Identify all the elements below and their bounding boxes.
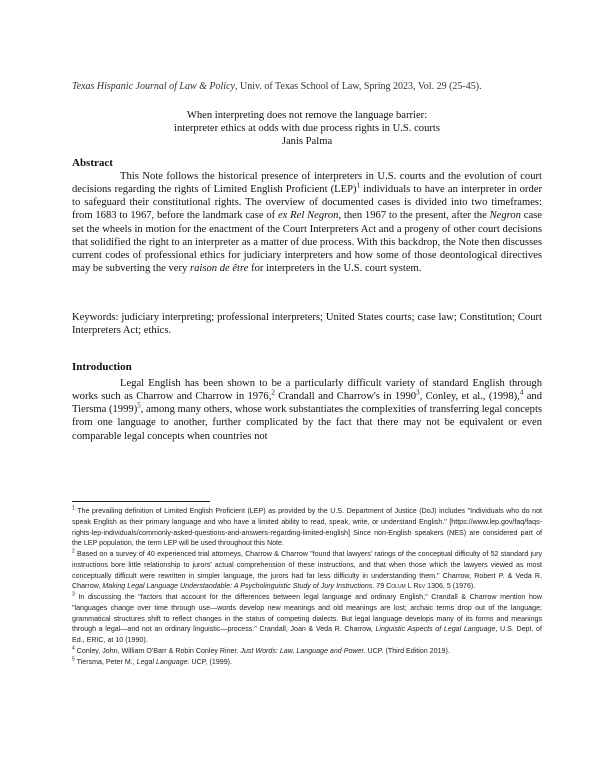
keywords: Keywords: judiciary interpreting; professional interpreters; United States courts; case law; Constitution; Court Interpreters Act; ethics. (72, 312, 542, 337)
footnote-3 (72, 592, 542, 646)
footnote-number: 3 (72, 591, 75, 598)
abstract-text-3: , then 1967 to the present, after the (338, 210, 490, 222)
footnote-1 (72, 506, 542, 549)
intro-text-2: Crandall and Charrow's in 1990 (274, 391, 417, 403)
abstract-text-4: case set the wheels in motion for the enactment of the Court Interpreters Act and a progeny of other court decisions that solidified the right to an interpreter as a matter of due process. With this backdrop, the Note then discusses current codes of professional ethics for judiciary interpreters and how some of those deontological directives may be subverting the very (72, 210, 542, 275)
footnote-work-title: Linguistic Aspects of Legal Language (375, 625, 496, 634)
footnote-divider (72, 501, 210, 502)
footnote-number: 4 (72, 645, 75, 652)
footnote-5 (72, 657, 542, 668)
footnote-work-title: Just Words: Law, Language and Power. (240, 646, 366, 655)
intro-text-3: , Conley, et al., (1998), (419, 391, 520, 403)
abstract-text-1: This Note follows the historical presence of interpreters in U.S. courts and the evolution of court decisions regarding the rights of Limited English Proficient (LEP) (72, 171, 542, 196)
footnote-number: 1 (72, 505, 75, 512)
abstract-heading: Abstract (72, 157, 113, 169)
abstract-text-2: individuals to have an interpreter in order to safeguard their constitutional rights. The overview of documented cases is divided into two timeframes: from 1683 to 1967, before the landmark case of (72, 184, 542, 222)
title-line-2: interpreter ethics at odds with due process rights in U.S. courts (174, 123, 440, 135)
author-name: Janis Palma (281, 136, 333, 148)
case-name-ex-rel-negron: ex Rel Negron (277, 210, 339, 222)
introduction-paragraph (72, 377, 542, 443)
title-block (72, 109, 542, 149)
footnote-work-title: Making Legal Language Understandable: A Psycholinguistic Study of Jury Instructions (102, 582, 373, 591)
footnote-text: Conley, John, William O'Barr & Robin Conley Riner. (74, 646, 241, 655)
raison-phrase: raison de être (189, 263, 249, 275)
footnote-ref-5[interactable]: 5 (137, 401, 141, 410)
footnote-text: , U.S. Dept. of Ed., ERIC, at 10 (1990). (72, 625, 542, 644)
footnotes (72, 506, 542, 667)
title-line-1: When interpreting does not remove the language barrier: (186, 110, 428, 121)
footnote-ref-4[interactable]: 4 (519, 388, 524, 397)
footnote-work-title: Legal Language. (136, 657, 190, 666)
footnote-ref-3[interactable]: 3 (416, 388, 420, 397)
footnote-number: 2 (72, 548, 75, 555)
footnote-ref-2[interactable]: 2 (271, 388, 275, 397)
intro-text-1: Legal English has been shown to be a particularly difficult variety of standard English through works such as Charrow and Charrow in 1976, (72, 378, 542, 403)
introduction-body (72, 377, 542, 443)
footnote-number: 5 (72, 656, 75, 663)
introduction-heading: Introduction (72, 361, 132, 373)
footnote-text: Based on a survey of 40 experienced trial attorneys, Charrow & Charrow "found that lawyers' ratings of the conceptual difficulty of 52 standard jury instructions bore little relationship to jurors' actual comprehension of these instructions, and that when those which the lawyers viewed as most conceptually difficult were rewritten in simpler language, the jurors had far less difficulty in understanding them." Charrow, Robert P. & Veda R. Charrow, (72, 550, 542, 591)
footnote-journal: Colum L Rev (386, 582, 426, 591)
footnote-4 (72, 646, 542, 657)
footnote-text: Tiersma, Peter M., (74, 657, 137, 666)
intro-text-4: and Tiersma (1999) (72, 391, 542, 416)
footnote-ref-1[interactable]: 1 (356, 181, 361, 190)
case-name-negron: Negron (489, 210, 521, 222)
journal-citation (72, 80, 542, 93)
abstract-text-5: for interpreters in the U.S. court system. (248, 263, 422, 275)
journal-name: Texas Hispanic Journal of Law & Policy (72, 81, 235, 92)
abstract-paragraph (72, 170, 542, 275)
footnote-2 (72, 549, 542, 592)
footnote-text: 1306, 5 (1976). (425, 582, 476, 591)
footnote-text: In discussing the "factors that account for the differences between legal language and ordinary English," Crandall & Charrow mention how "languages change over time through use—words develop new meanings and old meanings are lost; archaic terms drop out of the language; grammatical structures shift to reflect changes in the status of competing dialects. But legal language develops many of its forms and meanings through a legal—and not an ordinary linguistic—process." Crandall, Joan & Veda R. Charrow, (72, 593, 542, 634)
citation-details: , Univ. of Texas School of Law, Spring 2023, Vol. 29 (25-45). (234, 81, 482, 92)
intro-text-5: , among many others, whose work substantiates the complexities of transferring legal concepts from one language to another, further complicated by the fact that there may not be equivalent or even comparable legal concepts when countries not (72, 404, 543, 442)
footnote-text: UCP, (1999). (189, 657, 232, 666)
footnote-text: UCP. (Third Edition 2019). (365, 646, 450, 655)
abstract-body (72, 170, 542, 275)
footnote-text: The prevailing definition of Limited English Proficient (LEP) as provided by the U.S. Department of Justice (DoJ) includes "Individuals who do not speak English as their primary language and who have a limited ability to read, speak, write, or understand English." [https://www.lep.gov/faq/faqs-rights-lep-individuals/commonly-asked-questions-and-answers-regarding-limited-english] Since non-English speakers (NES) are considered part of the LEP population, the term LEP will be used throughout this Note. (72, 507, 542, 548)
footnote-text: . 79 (372, 582, 387, 591)
